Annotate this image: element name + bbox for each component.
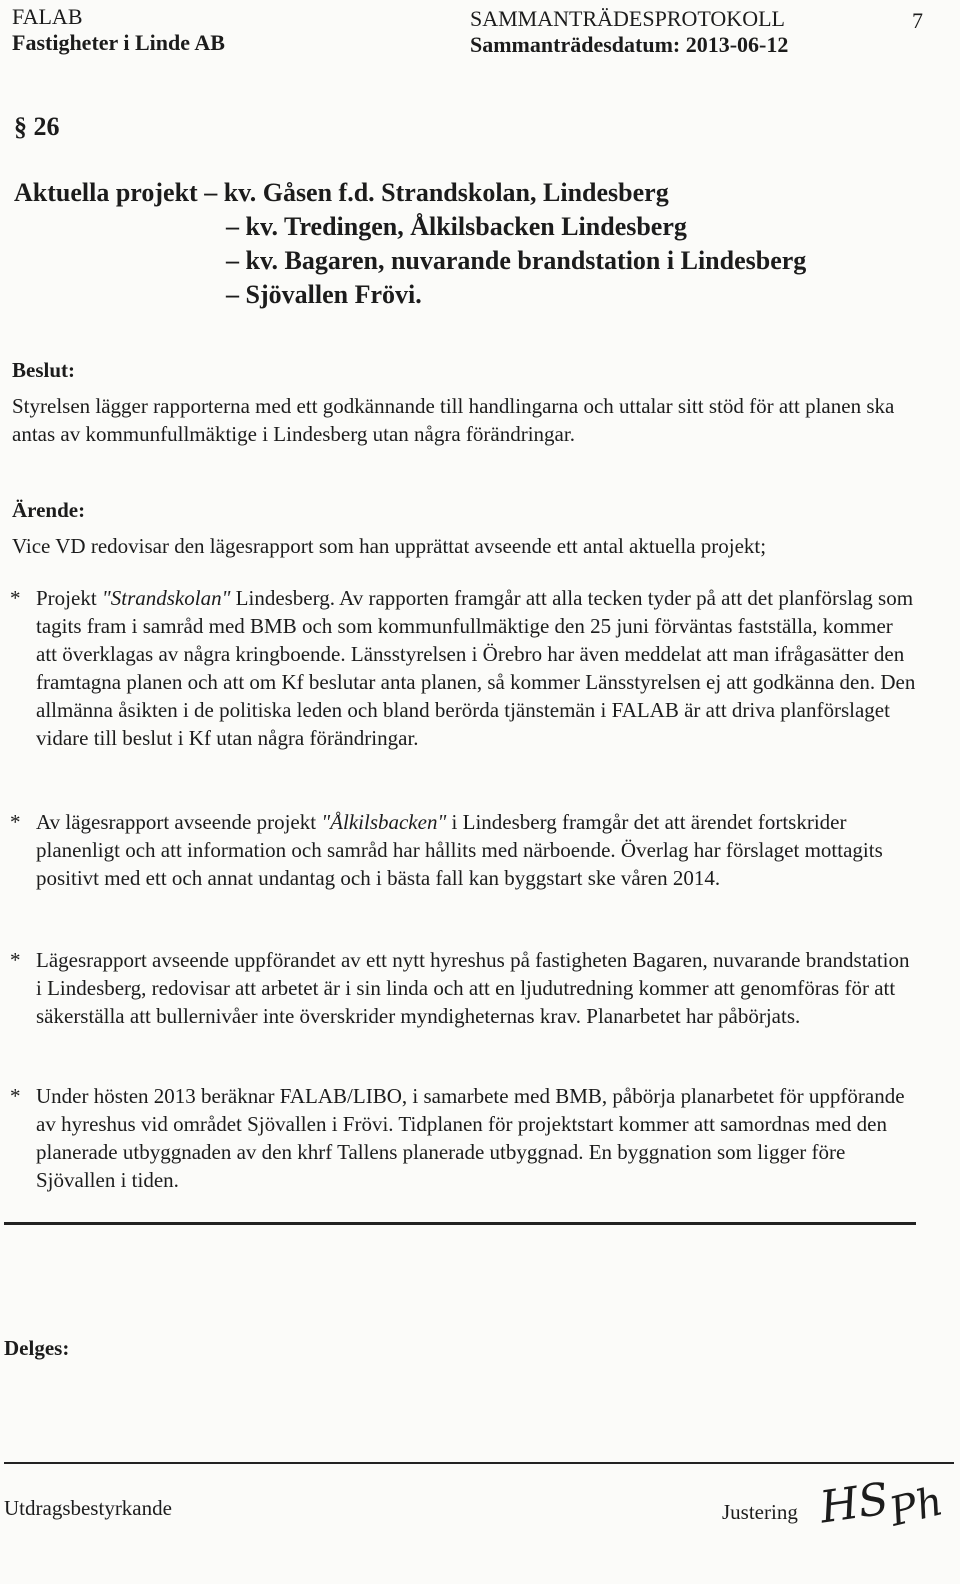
header-document	[470, 6, 788, 58]
bullet-marker: *	[10, 948, 21, 972]
bullet-marker: *	[10, 1084, 21, 1108]
decision-label: Beslut:	[12, 358, 75, 382]
list-item	[10, 1082, 916, 1194]
title-line-1: Aktuella projekt – kv. Gåsen f.d. Strandskolan, Lindesberg	[14, 178, 669, 207]
section-number: § 26	[14, 112, 60, 141]
title-line-2: – kv. Tredingen, Ålkilsbacken Lindesberg	[226, 212, 687, 241]
bullet-text: Under hösten 2013 beräknar FALAB/LIBO, i samarbete med BMB, påbörja planarbetet för uppförande av hyreshus vid området Sjövallen i Frövi. Tidplanen för projektstart kommer att samordnas med den planerade utbyggnaden av den khrf Tallens planerade utbyggnad. En byggnation som ligger före Sjövallen i tiden.	[36, 1084, 905, 1192]
matter-label: Ärende:	[12, 498, 86, 522]
bullet-text: Projekt "Strandskolan" Lindesberg. Av rapporten framgår att alla tecken tyder på att det planförslag som tagits fram i samråd med BMB och som kommunfullmäktige den 25 juni förväntas fastställa, kommer att överklagas av några kringboende. Länsstyrelsen i Örebro har även meddelat att man ifrågasätter den framtagna planen och att om Kf beslutar anta planen, så kommer Länsstyrelsen ej att godkänna den. Den allmänna åsikten i de politiska leden och bland berörda tjänstemän i FALAB är att driva planförslaget vidare till beslut i Kf utan några förändringar.	[36, 586, 916, 750]
signature-initials-1: HS	[816, 1473, 892, 1534]
bullet-marker: *	[10, 586, 21, 610]
list-item	[10, 946, 916, 1030]
section-title	[14, 176, 806, 312]
extract-label: Utdragsbestyrkande	[4, 1496, 172, 1520]
page-number: 7	[912, 8, 923, 33]
footer-divider	[4, 1462, 954, 1464]
title-line-3: – kv. Bagaren, nuvarande brandstation i Lindesberg	[226, 246, 807, 275]
list-item	[10, 808, 916, 892]
matter-intro: Vice VD redovisar den lägesrapport som han upprättat avseende ett antal aktuella projekt;	[12, 534, 767, 558]
company-full: Fastigheter i Linde AB	[12, 30, 225, 55]
header-company	[12, 4, 225, 56]
section-divider	[4, 1222, 916, 1225]
title-line-4: – Sjövallen Frövi.	[226, 280, 422, 309]
project-name: "Ålkilsbacken"	[321, 810, 447, 834]
document-type: SAMMANTRÄDESPROTOKOLL	[470, 6, 785, 31]
meeting-date: Sammanträdesdatum: 2013-06-12	[470, 32, 789, 57]
decision-text: Styrelsen lägger rapporterna med ett godkännande till handlingarna och uttalar sitt stöd för att planen ska antas av kommunfullmäktige i Lindesberg utan några förändringar.	[12, 394, 895, 446]
bullet-text: Lägesrapport avseende uppförandet av ett nytt hyreshus på fastigheten Bagaren, nuvarande brandstation i Lindesberg, redovisar att arbetet är i sin linda och att en ljudutredning kommer att genomföras för att säkerställa att bullernivåer inte överskrider myndigheternas krav. Planarbetet har påbörjats.	[36, 948, 910, 1028]
project-name: "Strandskolan"	[101, 586, 231, 610]
review-label: Justering	[722, 1500, 798, 1524]
company-short: FALAB	[12, 4, 83, 29]
bullet-marker: *	[10, 810, 21, 834]
signature-initials-2: Ph	[885, 1478, 948, 1536]
list-item	[10, 584, 916, 752]
distribution-label: Delges:	[4, 1336, 70, 1360]
bullet-text: Av lägesrapport avseende projekt "Ålkilsbacken" i Lindesberg framgår det att ärendet fortskrider planenligt och att information och samråd har hållits med närboende. Överlag har förslaget mottagits positivt med ett och annat undantag och i bästa fall kan byggstart ske våren 2014.	[36, 810, 883, 890]
